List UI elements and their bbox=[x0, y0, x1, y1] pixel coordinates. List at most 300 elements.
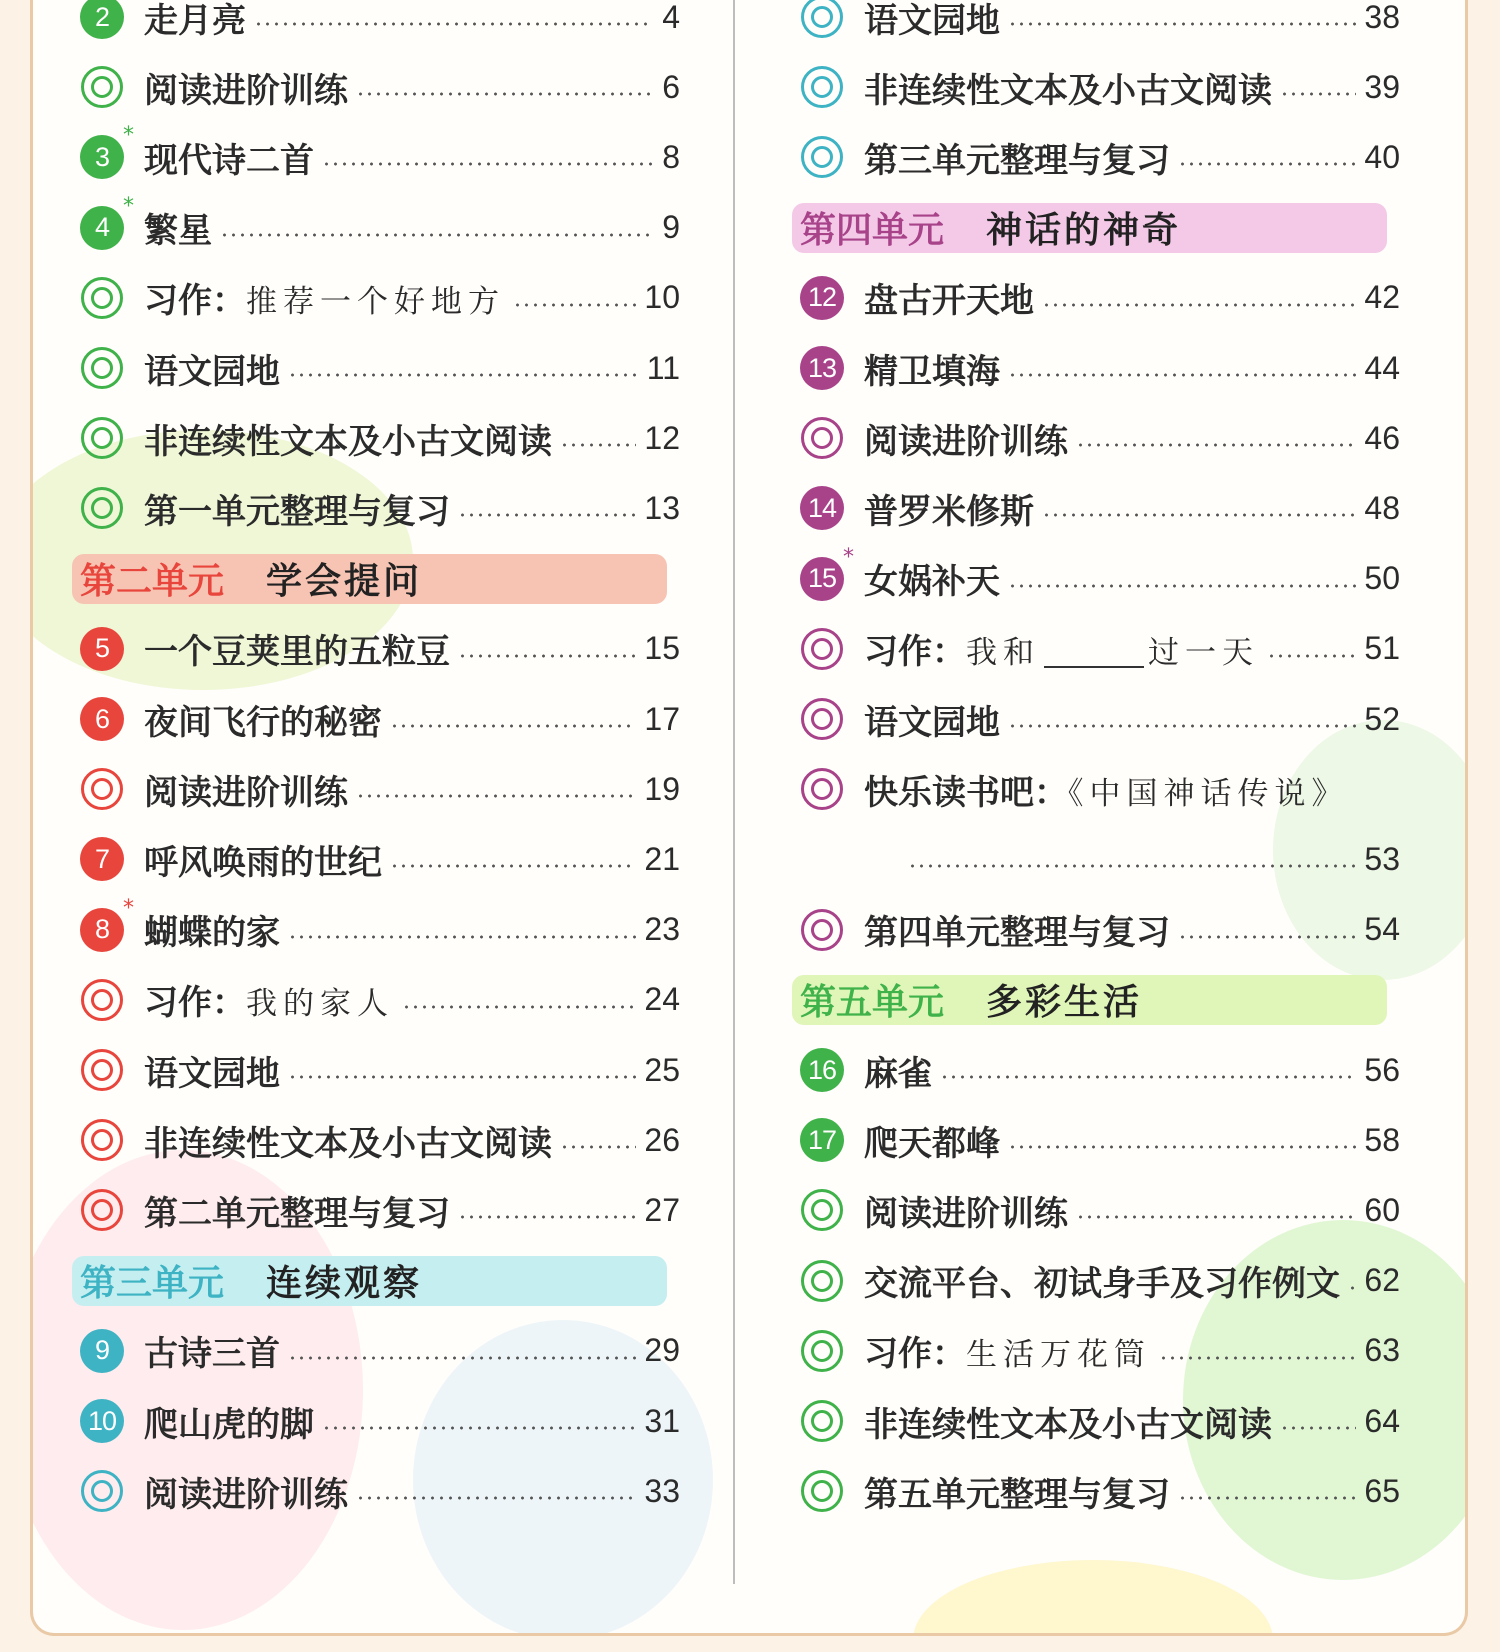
entry-title-text: 习作： bbox=[144, 983, 246, 1024]
entry-title-text: 夜间飞行的秘密 bbox=[144, 702, 382, 743]
entry-marker bbox=[800, 416, 844, 460]
toc-entry[interactable] bbox=[800, 902, 1400, 958]
dot-leader bbox=[1280, 91, 1356, 97]
entry-title bbox=[864, 1326, 1151, 1375]
toc-entry[interactable] bbox=[80, 193, 680, 256]
unit-theme: 学会提问 bbox=[266, 561, 423, 603]
toc-entry[interactable] bbox=[80, 1042, 680, 1098]
page-number: 10 bbox=[644, 279, 680, 316]
target-ring-icon bbox=[801, 1330, 843, 1372]
dot-leader bbox=[254, 21, 652, 27]
toc-entry[interactable] bbox=[800, 270, 1400, 326]
entry-marker bbox=[80, 1399, 124, 1443]
entry-marker bbox=[80, 1118, 124, 1162]
page-number: 64 bbox=[1364, 1402, 1400, 1439]
entry-title bbox=[864, 414, 1068, 463]
dot-leader bbox=[322, 1425, 636, 1431]
page-number: 52 bbox=[1364, 700, 1400, 737]
entry-title-text: 快乐读书吧： bbox=[864, 772, 1068, 813]
target-ring-icon bbox=[801, 628, 843, 670]
lesson-number-badge: 3 bbox=[80, 135, 124, 179]
lesson-number-badge: 12 bbox=[800, 276, 844, 320]
entry-title-text: 阅读进阶训练 bbox=[864, 421, 1068, 462]
entry-title bbox=[144, 414, 552, 463]
entry-subtitle: 过一天 bbox=[1148, 635, 1259, 672]
entry-title-text: 蝴蝶的家 bbox=[144, 913, 280, 954]
entry-marker bbox=[80, 697, 124, 741]
unit-name: 第五单元 bbox=[800, 982, 945, 1024]
entry-title bbox=[144, 975, 394, 1024]
target-ring-icon bbox=[81, 417, 123, 459]
entry-title-text: 第四单元整理与复习 bbox=[864, 913, 1170, 954]
toc-entry[interactable] bbox=[80, 1323, 680, 1379]
dot-leader bbox=[1178, 1495, 1356, 1501]
dot-leader bbox=[1008, 1144, 1356, 1150]
entry-marker bbox=[800, 627, 844, 671]
page-number: 11 bbox=[646, 349, 680, 386]
toc-entry[interactable] bbox=[80, 410, 680, 466]
toc-entry[interactable] bbox=[80, 1463, 680, 1519]
entry-title bbox=[144, 0, 246, 42]
entry-marker bbox=[800, 1399, 844, 1443]
entry-marker bbox=[800, 1048, 844, 1092]
dot-leader bbox=[1076, 1214, 1356, 1220]
dot-leader bbox=[1267, 653, 1356, 659]
entry-marker bbox=[80, 346, 124, 390]
entry-title bbox=[144, 273, 505, 322]
entry-title bbox=[144, 1326, 280, 1375]
entry-title bbox=[864, 0, 1000, 42]
page-number: 50 bbox=[1364, 560, 1400, 597]
toc-entry[interactable] bbox=[80, 59, 680, 115]
entry-title bbox=[864, 624, 1259, 673]
target-ring-icon bbox=[801, 1189, 843, 1231]
page-number: 46 bbox=[1364, 419, 1400, 456]
page-number: 58 bbox=[1364, 1121, 1400, 1158]
toc-entry[interactable] bbox=[800, 1112, 1400, 1168]
entry-title-text: 第二单元整理与复习 bbox=[144, 1193, 450, 1234]
dot-leader bbox=[322, 161, 652, 167]
unit-theme: 神话的神奇 bbox=[986, 210, 1182, 252]
entry-title-text: 交流平台、初试身手及习作例文 bbox=[864, 1264, 1340, 1305]
entry-marker bbox=[800, 767, 844, 811]
toc-entry[interactable] bbox=[800, 831, 1400, 887]
entry-marker bbox=[80, 65, 124, 109]
entry-title-text: 语文园地 bbox=[144, 351, 280, 392]
unit-banner bbox=[792, 203, 1387, 253]
entry-marker bbox=[800, 135, 844, 179]
page-number: 63 bbox=[1364, 1332, 1400, 1369]
entry-marker bbox=[80, 895, 134, 952]
target-ring-icon bbox=[801, 1470, 843, 1512]
dot-leader bbox=[560, 1144, 636, 1150]
entry-title-text: 盘古开天地 bbox=[864, 281, 1034, 322]
entry-title bbox=[144, 765, 348, 814]
page-number: 17 bbox=[644, 700, 680, 737]
page-number: 21 bbox=[644, 840, 680, 877]
toc-entry[interactable] bbox=[80, 1112, 680, 1168]
dot-leader bbox=[288, 372, 639, 378]
dot-leader bbox=[356, 1495, 636, 1501]
toc-entry[interactable] bbox=[80, 0, 680, 45]
dot-leader bbox=[940, 1074, 1356, 1080]
lesson-number-badge: 5 bbox=[80, 627, 124, 671]
entry-title-text: 非连续性文本及小古文阅读 bbox=[144, 1123, 552, 1164]
page-number: 19 bbox=[644, 770, 680, 807]
entry-title bbox=[144, 344, 280, 393]
lesson-number-badge: 13 bbox=[800, 346, 844, 390]
entry-marker bbox=[800, 0, 844, 39]
entry-title bbox=[864, 484, 1034, 533]
decor-blob bbox=[913, 1560, 1273, 1636]
toc-entry[interactable] bbox=[800, 1253, 1400, 1309]
page-number: 25 bbox=[644, 1051, 680, 1088]
unit-banner bbox=[792, 975, 1387, 1025]
entry-title bbox=[144, 63, 348, 112]
entry-title-text: 语文园地 bbox=[864, 0, 1000, 41]
entry-title-text: 阅读进阶训练 bbox=[144, 772, 348, 813]
entry-marker bbox=[80, 1329, 124, 1373]
page-number: 51 bbox=[1364, 630, 1400, 667]
dot-leader bbox=[1008, 583, 1356, 589]
toc-entry[interactable] bbox=[80, 270, 680, 326]
dot-leader bbox=[288, 1355, 636, 1361]
dot-leader bbox=[1042, 302, 1356, 308]
toc-entry[interactable] bbox=[800, 691, 1400, 747]
entry-marker bbox=[80, 978, 124, 1022]
toc-entry[interactable] bbox=[80, 761, 680, 817]
page-number: 65 bbox=[1364, 1472, 1400, 1509]
dot-leader bbox=[1178, 161, 1356, 167]
lesson-number-badge: 4 bbox=[80, 206, 124, 250]
entry-title bbox=[144, 905, 280, 954]
entry-title bbox=[864, 695, 1000, 744]
toc-entry[interactable] bbox=[800, 480, 1400, 536]
target-ring-icon bbox=[81, 1189, 123, 1231]
entry-title bbox=[864, 765, 1349, 814]
lesson-number-badge: 10 bbox=[80, 1399, 124, 1443]
entry-title-text: 习作： bbox=[144, 281, 246, 322]
entry-subtitle: 《中国神话传说》 bbox=[1068, 775, 1349, 812]
entry-title bbox=[144, 1467, 348, 1516]
page-number: 62 bbox=[1364, 1262, 1400, 1299]
toc-entry[interactable] bbox=[800, 0, 1400, 45]
page-number: 12 bbox=[644, 419, 680, 456]
page-number: 38 bbox=[1364, 0, 1400, 35]
dot-leader bbox=[402, 1004, 636, 1010]
dot-leader bbox=[390, 863, 636, 869]
toc-entry[interactable] bbox=[800, 621, 1400, 677]
entry-title-text: 阅读进阶训练 bbox=[144, 70, 348, 111]
entry-title bbox=[864, 1256, 1340, 1305]
entry-subtitle: 我和 bbox=[966, 635, 1040, 672]
entry-marker bbox=[800, 1188, 844, 1232]
toc-entry[interactable] bbox=[800, 1393, 1400, 1449]
page-number: 48 bbox=[1364, 489, 1400, 526]
toc-entry[interactable] bbox=[80, 895, 680, 958]
entry-title-text: 古诗三首 bbox=[144, 1334, 280, 1375]
target-ring-icon bbox=[81, 1119, 123, 1161]
dot-leader bbox=[1008, 372, 1356, 378]
target-ring-icon bbox=[81, 979, 123, 1021]
target-ring-icon bbox=[801, 909, 843, 951]
target-ring-icon bbox=[81, 487, 123, 529]
entry-title bbox=[864, 1046, 932, 1095]
fill-in-blank bbox=[1044, 640, 1144, 668]
page-number: 40 bbox=[1364, 138, 1400, 175]
entry-title-text: 精卫填海 bbox=[864, 351, 1000, 392]
unit-banner bbox=[72, 1256, 667, 1306]
page-number: 33 bbox=[644, 1472, 680, 1509]
asterisk-mark: * bbox=[843, 544, 854, 570]
entry-title-text: 第一单元整理与复习 bbox=[144, 491, 450, 532]
entry-marker bbox=[800, 1118, 844, 1162]
toc-entry[interactable] bbox=[800, 129, 1400, 185]
toc-entry[interactable] bbox=[80, 480, 680, 536]
entry-marker bbox=[800, 65, 844, 109]
entry-title-text: 女娲补天 bbox=[864, 562, 1000, 603]
entry-title bbox=[144, 624, 450, 673]
page-number: 27 bbox=[644, 1191, 680, 1228]
toc-entry[interactable] bbox=[80, 123, 680, 185]
entry-subtitle: 生活万花筒 bbox=[966, 1337, 1151, 1374]
entry-title bbox=[144, 484, 450, 533]
entry-marker bbox=[80, 837, 124, 881]
entry-title-text: 非连续性文本及小古文阅读 bbox=[144, 421, 552, 462]
page-number: 31 bbox=[644, 1402, 680, 1439]
page-number: 29 bbox=[644, 1332, 680, 1369]
toc-entry[interactable] bbox=[80, 691, 680, 747]
dot-leader bbox=[1076, 442, 1356, 448]
target-ring-icon bbox=[801, 66, 843, 108]
entry-title-text: 习作： bbox=[864, 1334, 966, 1375]
entry-title bbox=[144, 1116, 552, 1165]
asterisk-mark: * bbox=[123, 895, 134, 921]
dot-leader bbox=[458, 1214, 636, 1220]
entry-title bbox=[864, 905, 1170, 954]
entry-marker bbox=[800, 1329, 844, 1373]
entry-marker bbox=[800, 346, 844, 390]
unit-theme: 多彩生活 bbox=[986, 982, 1143, 1024]
entry-title bbox=[864, 1397, 1272, 1446]
lesson-number-badge: 2 bbox=[80, 0, 124, 39]
lesson-number-badge: 6 bbox=[80, 697, 124, 741]
entry-title-text: 非连续性文本及小古文阅读 bbox=[864, 1404, 1272, 1445]
entry-marker bbox=[80, 276, 124, 320]
dot-leader bbox=[220, 232, 652, 238]
lesson-number-badge: 7 bbox=[80, 837, 124, 881]
dot-leader bbox=[1042, 512, 1356, 518]
dot-leader bbox=[560, 442, 636, 448]
entry-marker bbox=[80, 0, 124, 39]
lesson-number-badge: 14 bbox=[800, 486, 844, 530]
entry-marker bbox=[80, 1469, 124, 1513]
target-ring-icon bbox=[801, 417, 843, 459]
column-divider bbox=[733, 0, 735, 1584]
entry-title bbox=[864, 1467, 1170, 1516]
entry-title-text: 一个豆荚里的五粒豆 bbox=[144, 632, 450, 673]
page-number: 8 bbox=[662, 138, 680, 175]
entry-title bbox=[864, 1116, 1000, 1165]
page-number: 53 bbox=[1364, 840, 1400, 877]
target-ring-icon bbox=[801, 1260, 843, 1302]
unit-theme: 连续观察 bbox=[266, 1263, 423, 1305]
page-number: 56 bbox=[1364, 1051, 1400, 1088]
entry-marker bbox=[800, 276, 844, 320]
lesson-number-badge: 15 bbox=[800, 557, 844, 601]
page-number: 26 bbox=[644, 1121, 680, 1158]
target-ring-icon bbox=[81, 1470, 123, 1512]
entry-title bbox=[864, 273, 1034, 322]
toc-entry[interactable] bbox=[80, 340, 680, 396]
dot-leader bbox=[1008, 723, 1356, 729]
target-ring-icon bbox=[801, 698, 843, 740]
toc-entry[interactable] bbox=[80, 831, 680, 887]
toc-entry[interactable] bbox=[800, 761, 1400, 817]
entry-title-text: 走月亮 bbox=[144, 0, 246, 41]
page-number: 42 bbox=[1364, 279, 1400, 316]
entry-title-text: 习作： bbox=[864, 632, 966, 673]
entry-marker bbox=[800, 837, 844, 881]
entry-title bbox=[144, 203, 212, 252]
toc-entry[interactable] bbox=[800, 340, 1400, 396]
toc-entry[interactable] bbox=[80, 1182, 680, 1238]
page-number: 15 bbox=[644, 630, 680, 667]
target-ring-icon bbox=[801, 136, 843, 178]
entry-title-text: 第五单元整理与复习 bbox=[864, 1474, 1170, 1515]
entry-title-text: 现代诗二首 bbox=[144, 140, 314, 181]
asterisk-mark: * bbox=[123, 123, 134, 149]
entry-marker bbox=[800, 1469, 844, 1513]
target-ring-icon bbox=[81, 1049, 123, 1091]
page-number: 39 bbox=[1364, 68, 1400, 105]
entry-title-text: 呼风唤雨的世纪 bbox=[144, 842, 382, 883]
target-ring-icon bbox=[81, 66, 123, 108]
entry-title-text: 阅读进阶训练 bbox=[144, 1474, 348, 1515]
entry-marker bbox=[800, 486, 844, 530]
entry-marker bbox=[80, 1048, 124, 1092]
toc-entry[interactable] bbox=[800, 544, 1400, 607]
entry-title-text: 语文园地 bbox=[144, 1053, 280, 1094]
target-ring-icon bbox=[81, 277, 123, 319]
page-number: 44 bbox=[1364, 349, 1400, 386]
lesson-number-badge: 8 bbox=[80, 908, 124, 952]
unit-banner bbox=[72, 554, 667, 604]
dot-leader bbox=[1280, 1425, 1356, 1431]
entry-title-text: 语文园地 bbox=[864, 702, 1000, 743]
page-number: 6 bbox=[662, 68, 680, 105]
entry-marker bbox=[80, 193, 134, 250]
lesson-number-badge: 17 bbox=[800, 1118, 844, 1162]
dot-leader bbox=[390, 723, 636, 729]
toc-entry[interactable] bbox=[800, 1042, 1400, 1098]
page-number: 9 bbox=[662, 209, 680, 246]
dot-leader bbox=[1008, 21, 1356, 27]
entry-marker bbox=[800, 908, 844, 952]
lesson-number-badge: 9 bbox=[80, 1329, 124, 1373]
page-number: 24 bbox=[644, 981, 680, 1018]
entry-subtitle: 推荐一个好地方 bbox=[246, 284, 505, 321]
unit-name: 第三单元 bbox=[80, 1263, 225, 1305]
lesson-number-badge: 16 bbox=[800, 1048, 844, 1092]
entry-title bbox=[144, 133, 314, 182]
entry-title bbox=[144, 835, 382, 884]
entry-title bbox=[864, 344, 1000, 393]
dot-leader bbox=[356, 793, 636, 799]
entry-title-text: 第三单元整理与复习 bbox=[864, 140, 1170, 181]
target-ring-icon bbox=[801, 768, 843, 810]
entry-marker bbox=[800, 697, 844, 741]
entry-marker bbox=[80, 486, 124, 530]
entry-title-text: 麻雀 bbox=[864, 1053, 932, 1094]
entry-title bbox=[864, 63, 1272, 112]
entry-marker bbox=[80, 416, 124, 460]
toc-entry[interactable] bbox=[800, 410, 1400, 466]
dot-leader bbox=[513, 302, 636, 308]
entry-marker bbox=[800, 544, 854, 601]
entry-title bbox=[144, 1046, 280, 1095]
dot-leader bbox=[288, 934, 636, 940]
toc-entry[interactable] bbox=[800, 1323, 1400, 1379]
entry-title-text: 爬山虎的脚 bbox=[144, 1404, 314, 1445]
entry-marker bbox=[80, 1188, 124, 1232]
page-number: 13 bbox=[644, 489, 680, 526]
entry-marker bbox=[80, 627, 124, 671]
dot-leader bbox=[458, 653, 636, 659]
entry-title bbox=[864, 133, 1170, 182]
entry-title-text: 非连续性文本及小古文阅读 bbox=[864, 70, 1272, 111]
page-number: 4 bbox=[662, 0, 680, 35]
toc-entry[interactable] bbox=[80, 621, 680, 677]
toc-entry[interactable] bbox=[80, 972, 680, 1028]
entry-title bbox=[144, 1397, 314, 1446]
target-ring-icon bbox=[81, 768, 123, 810]
entry-subtitle: 我的家人 bbox=[246, 986, 394, 1023]
dot-leader bbox=[356, 91, 652, 97]
entry-title bbox=[144, 1186, 450, 1235]
toc-entry[interactable] bbox=[80, 1393, 680, 1449]
page-number: 23 bbox=[644, 911, 680, 948]
entry-title-text: 爬天都峰 bbox=[864, 1123, 1000, 1164]
entry-title-text: 阅读进阶训练 bbox=[864, 1193, 1068, 1234]
entry-title bbox=[144, 695, 382, 744]
dot-leader bbox=[288, 1074, 636, 1080]
target-ring-icon bbox=[81, 347, 123, 389]
entry-marker bbox=[80, 767, 124, 811]
unit-name: 第二单元 bbox=[80, 561, 225, 603]
page-number: 54 bbox=[1364, 911, 1400, 948]
toc-entry[interactable] bbox=[800, 1463, 1400, 1519]
dot-leader bbox=[1159, 1355, 1356, 1361]
page-number: 60 bbox=[1364, 1191, 1400, 1228]
dot-leader bbox=[1348, 1285, 1356, 1291]
entry-marker bbox=[800, 1259, 844, 1303]
target-ring-icon bbox=[801, 0, 843, 38]
dot-leader bbox=[1178, 934, 1356, 940]
entry-title-text: 繁星 bbox=[144, 211, 212, 252]
dot-leader bbox=[458, 512, 636, 518]
entry-title bbox=[864, 1186, 1068, 1235]
target-ring-icon bbox=[801, 1400, 843, 1442]
asterisk-mark: * bbox=[123, 193, 134, 219]
toc-entry[interactable] bbox=[800, 1182, 1400, 1238]
entry-title bbox=[864, 554, 1000, 603]
entry-marker bbox=[80, 123, 134, 179]
entry-title-text: 普罗米修斯 bbox=[864, 491, 1034, 532]
toc-entry[interactable] bbox=[800, 59, 1400, 115]
dot-leader bbox=[908, 863, 1356, 869]
unit-name: 第四单元 bbox=[800, 210, 945, 252]
